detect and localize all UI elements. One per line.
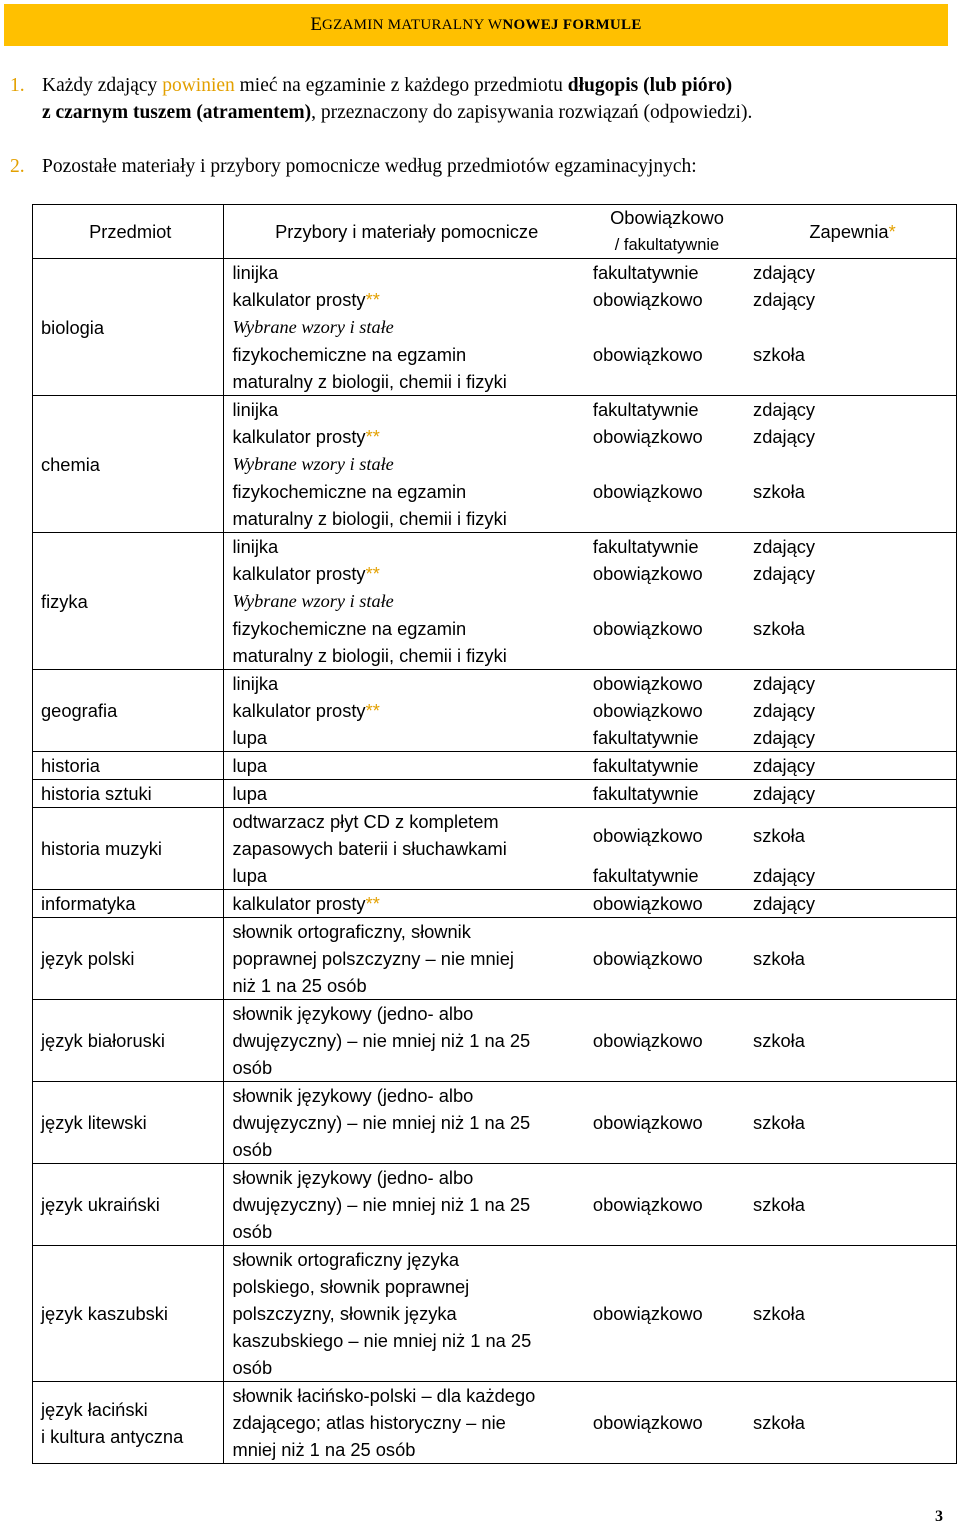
tool-cell: Wybrane wzory i stałe fizykochemiczne na egzamin maturalny z biologii, chemii i fizyki: [232, 454, 507, 529]
header-banner: [4, 4, 948, 46]
table-row: [33, 918, 957, 1000]
provider-cell: zdający: [745, 697, 956, 724]
table-row: [33, 1082, 957, 1164]
provider-cell: szkoła: [745, 587, 956, 670]
tool-cell: kalkulator prosty**: [232, 426, 380, 447]
subject-cell: historia sztuki: [33, 780, 224, 808]
table-row: [33, 1246, 957, 1382]
tool-cell: lupa: [232, 865, 268, 886]
header-provides: Zapewnia*: [745, 205, 956, 259]
provider-cell: zdający: [745, 670, 956, 698]
provider-cell: szkoła: [745, 450, 956, 533]
table-row: [33, 1164, 957, 1246]
provider-cell: szkoła: [745, 918, 956, 1000]
subject-cell: język łaciński i kultura antyczna: [33, 1382, 224, 1464]
subject-cell: informatyka: [33, 890, 224, 918]
table-row: [33, 752, 957, 780]
provider-cell: szkoła: [745, 1164, 956, 1246]
tool-cell: odtwarzacz płyt CD z kompletem zapasowych baterii i słuchawkami: [224, 808, 585, 863]
subject-cell: język polski: [33, 918, 224, 1000]
subject-cell: język litewski: [33, 1082, 224, 1164]
provider-cell: zdający: [745, 286, 956, 313]
tool-cell: linijka: [224, 259, 585, 287]
tool-cell: linijka: [224, 670, 585, 698]
table-row: [33, 1382, 957, 1464]
obligatory-cell: obowiązkowo: [585, 1164, 745, 1246]
header-subject: Przedmiot: [33, 205, 224, 259]
tool-cell: słownik ortograficzny, słownik poprawnej polszczyzny – nie mniej niż 1 na 25 osób: [224, 918, 585, 1000]
obligatory-cell: fakultatywnie: [592, 865, 699, 886]
banner-text: GZAMIN MATURALNY W: [321, 16, 503, 33]
tool-cell: kalkulator prosty**: [232, 289, 380, 310]
provider-cell: zdający: [745, 560, 956, 587]
tool-cell: słownik językowy (jedno- albo dwujęzyczny) – nie mniej niż 1 na 25 osób: [224, 1000, 585, 1082]
subject-cell: chemia: [33, 396, 224, 533]
tool-cell: linijka: [224, 396, 585, 424]
tool-cell: kalkulator prosty**: [224, 890, 585, 918]
obligatory-cell: obowiązkowo: [592, 617, 703, 639]
table-row: [33, 396, 957, 424]
obligatory-cell: obowiązkowo: [585, 890, 745, 918]
provider-cell: zdający: [745, 780, 956, 808]
tool-cell: słownik językowy (jedno- albo dwujęzyczny) – nie mniej niż 1 na 25 osób: [224, 1082, 585, 1164]
obligatory-cell: obowiązkowo: [585, 1382, 745, 1464]
materials-table: [32, 204, 957, 1464]
obligatory-cell: obowiązkowo: [585, 918, 745, 1000]
header-obligatory: Obowiązkowo / fakultatywnie: [585, 205, 745, 259]
table-row: [33, 890, 957, 918]
paragraph-1: 1. Każdy zdający powinien mieć na egzaminie z każdego przedmiotu długopis (lub pióro) z czarnym tuszem (atramentem), przeznaczony do zapisywania rozwiązań (odpowiedzi).: [10, 72, 945, 126]
obligatory-cell: obowiązkowo: [592, 563, 703, 584]
highlight-word: powinien: [162, 75, 235, 96]
table-row: [33, 259, 957, 287]
subject-cell: język białoruski: [33, 1000, 224, 1082]
subject-cell: fizyka: [33, 533, 224, 670]
banner-initial: E: [310, 14, 322, 35]
banner-bold-text: NOWEJ FORMULE: [502, 16, 642, 33]
table-row: [33, 808, 957, 863]
obligatory-cell: obowiązkowo: [592, 289, 703, 310]
obligatory-cell: obowiązkowo: [585, 1000, 745, 1082]
subject-cell: biologia: [33, 259, 224, 396]
tool-cell: kalkulator prosty**: [232, 700, 380, 721]
obligatory-cell: obowiązkowo: [585, 1246, 745, 1382]
obligatory-cell: fakultatywnie: [592, 727, 699, 748]
provider-cell: zdający: [745, 890, 956, 918]
table-row: [33, 533, 957, 561]
tool-cell: słownik łacińsko-polski – dla każdego zdającego; atlas historyczny – nie mniej niż 1 na 25 osób: [224, 1382, 585, 1464]
tool-cell: Wybrane wzory i stałe fizykochemiczne na egzamin maturalny z biologii, chemii i fizyki: [232, 591, 507, 666]
table-row: [33, 1000, 957, 1082]
obligatory-cell: obowiązkowo: [592, 343, 703, 365]
tool-cell: kalkulator prosty**: [232, 563, 380, 584]
table-header-row: [33, 205, 957, 259]
tool-cell: lupa: [232, 727, 268, 748]
tool-cell: słownik językowy (jedno- albo dwujęzyczny) – nie mniej niż 1 na 25 osób: [224, 1164, 585, 1246]
list-number-2: 2.: [10, 156, 25, 177]
tool-cell: linijka: [224, 533, 585, 561]
provider-cell: szkoła: [745, 1082, 956, 1164]
obligatory-cell: obowiązkowo: [592, 480, 703, 502]
tool-cell: słownik ortograficzny języka polskiego, słownik poprawnej polszczyzny, słownik języka kaszubskiego – nie mniej niż 1 na 25 osób: [224, 1246, 585, 1382]
obligatory-cell: obowiązkowo: [585, 1082, 745, 1164]
list-number-1: 1.: [10, 75, 25, 96]
tool-cell: lupa: [224, 752, 585, 780]
obligatory-cell: obowiązkowo: [585, 670, 745, 698]
provider-cell: zdający: [745, 259, 956, 287]
obligatory-cell: fakultatywnie: [585, 259, 745, 287]
paragraph-2: 2. Pozostałe materiały i przybory pomocnicze według przedmiotów egzaminacyjnych:: [10, 153, 945, 180]
obligatory-cell: obowiązkowo: [592, 700, 703, 721]
table-row: [33, 780, 957, 808]
provider-cell: szkoła: [745, 1382, 956, 1464]
tool-cell: lupa: [224, 780, 585, 808]
obligatory-cell: fakultatywnie: [585, 752, 745, 780]
obligatory-cell: fakultatywnie: [585, 533, 745, 561]
provider-cell: zdający: [745, 752, 956, 780]
obligatory-cell: fakultatywnie: [585, 780, 745, 808]
obligatory-cell: obowiązkowo: [592, 426, 703, 447]
subject-cell: historia muzyki: [33, 808, 224, 890]
provider-cell: zdający: [745, 396, 956, 424]
table-row: [33, 670, 957, 698]
provider-cell: zdający: [745, 423, 956, 450]
obligatory-cell: obowiązkowo: [585, 808, 745, 863]
obligatory-cell: fakultatywnie: [585, 396, 745, 424]
tool-cell: Wybrane wzory i stałe fizykochemiczne na egzamin maturalny z biologii, chemii i fizyki: [232, 317, 507, 392]
page-number: 3: [935, 1508, 943, 1525]
provider-cell: szkoła: [745, 808, 956, 863]
provider-cell: szkoła: [745, 313, 956, 396]
provider-cell: zdający: [745, 533, 956, 561]
subject-cell: geografia: [33, 670, 224, 752]
header-tools: Przybory i materiały pomocnicze: [224, 205, 585, 259]
subject-cell: język ukraiński: [33, 1164, 224, 1246]
provider-cell: zdający: [745, 724, 956, 752]
subject-cell: język kaszubski: [33, 1246, 224, 1382]
provider-cell: szkoła: [745, 1246, 956, 1382]
provider-cell: szkoła: [745, 1000, 956, 1082]
provider-cell: zdający: [745, 862, 956, 890]
subject-cell: historia: [33, 752, 224, 780]
